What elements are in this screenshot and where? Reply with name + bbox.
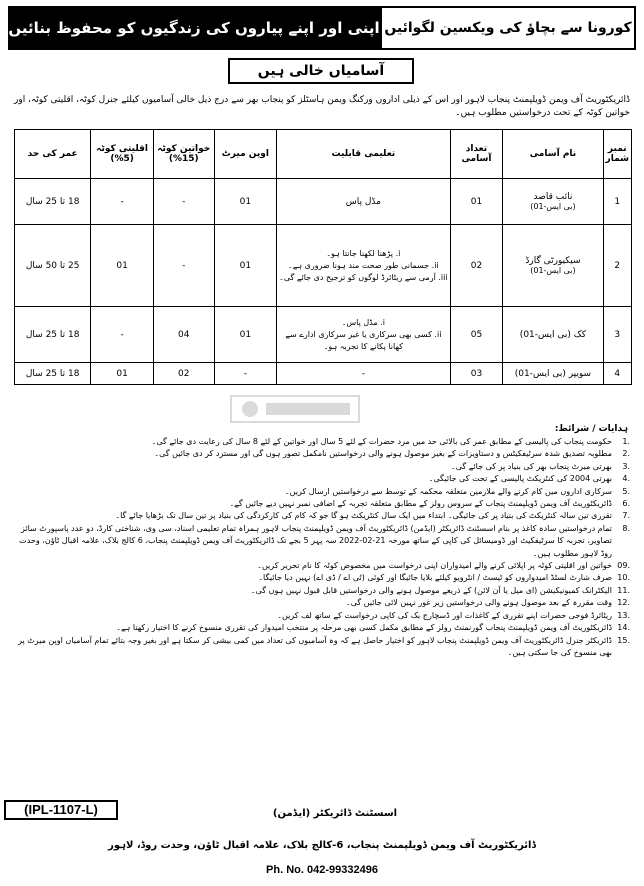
table-row bbox=[15, 179, 632, 225]
instruction-number: 2. bbox=[622, 449, 630, 459]
instruction-number: 1. bbox=[622, 437, 630, 446]
instruction-item bbox=[14, 610, 630, 622]
cell-age-limit: 25 تا 50 سال bbox=[15, 225, 91, 307]
table-row bbox=[15, 307, 632, 363]
header-age-limit: عمر کی حد bbox=[15, 130, 91, 179]
cell-post-count: 02 bbox=[450, 225, 503, 307]
post-name: کک (بی ایس-01) bbox=[519, 329, 587, 340]
instruction-text: ریٹائرڈ فوجی حضرات اپنے تقرری کے کاغذات اور ڈسچارج بک کی کاپی درخواست کے ساتھ لف کریں۔ bbox=[277, 610, 612, 620]
cell-open-merit: 01 bbox=[214, 225, 277, 307]
header-post-count: تعداد آسامی bbox=[450, 130, 503, 179]
instruction-item bbox=[14, 486, 630, 498]
instruction-number: 7. bbox=[622, 511, 630, 521]
qualification-line: i. مڈل پاس۔ bbox=[341, 317, 385, 327]
instruction-text: حکومت پنجاب کی پالیسی کے مطابق عمر کی بالائی حد میں مرد حضرات کے لئے 5 سال اور خواتین کے لئے 8 سال کی رعایت دی جائے گی۔ bbox=[151, 437, 612, 446]
cell-women-quota: - bbox=[153, 225, 214, 307]
cell-serial: 1 bbox=[603, 179, 631, 225]
instructions-list bbox=[14, 436, 630, 659]
instruction-item bbox=[14, 510, 630, 522]
instruction-number: 11. bbox=[617, 585, 630, 595]
instruction-item bbox=[14, 597, 630, 609]
table-row bbox=[15, 225, 632, 307]
instruction-number: 5. bbox=[622, 486, 630, 496]
header-serial: نمبر شمار bbox=[603, 130, 631, 179]
cell-minority-quota: 01 bbox=[91, 363, 154, 385]
header-open-merit: اوپن میرٹ bbox=[214, 130, 277, 179]
intro-paragraph: ڈائریکٹوریٹ آف ویمن ڈویلپمنٹ پنجاب لاہور اور اس کے ذیلی اداروں ورکنگ ویمن ہاسٹلز کو پنجاب بھر سے درج ذیل خالی آسامیوں کیلئے جنرل کوٹہ، اقلیتی کوٹہ، اور خواتین کوٹہ کے تحت درخواستیں مطلوب ہیں۔ bbox=[14, 95, 630, 118]
instruction-item bbox=[14, 572, 630, 584]
cell-women-quota: 04 bbox=[153, 307, 214, 363]
instruction-item bbox=[14, 448, 630, 460]
header-qualification: تعلیمی قابلیت bbox=[277, 130, 450, 179]
instruction-item bbox=[14, 498, 630, 510]
instruction-number: 8. bbox=[622, 523, 630, 533]
cell-open-merit: 01 bbox=[214, 307, 277, 363]
qualification-line: iii. آرمی سے ریٹائرڈ لوگوں کو ترجیح دی جائے گی۔ bbox=[279, 272, 448, 282]
post-name: سیکیورٹی گارڈ bbox=[525, 256, 581, 266]
office-address: ڈائریکٹوریٹ آف ویمن ڈویلپمنٹ پنجاب، 6-کالج بلاک، علامہ اقبال ٹاؤن، وحدت روڈ، لاہور bbox=[108, 840, 536, 851]
instruction-number: 14. bbox=[617, 623, 630, 633]
covid-banner bbox=[8, 6, 636, 50]
instruction-text: بھرتی 2004 کی کنٹریکٹ پالیسی کے تحت کی جائیگی۔ bbox=[428, 474, 612, 484]
instruction-item bbox=[14, 436, 630, 448]
cell-qualification bbox=[277, 225, 450, 307]
cell-serial: 2 bbox=[603, 225, 631, 307]
cell-minority-quota: 01 bbox=[91, 225, 154, 307]
post-name: سویپر (بی ایس-01) bbox=[514, 368, 592, 379]
instruction-text: ڈائریکٹر جنرل ڈائریکٹوریٹ آف ویمن ڈویلپمنٹ پنجاب لاہور کو اختیار حاصل ہے کہ وہ آسامیوں کی تعداد میں کمی بیشی کر سکتا ہے اور بغیر وجہ بتائے تمام آسامیاں اوپن میرٹ پر بھی منسوخ کی جا سکتی ہیں۔ bbox=[18, 635, 612, 657]
cell-post-name bbox=[503, 307, 603, 363]
instruction-text: تمام درخواستیں سادہ کاغذ پر بنام اسسٹنٹ ڈائریکٹر (ایڈمن) ڈائریکٹوریٹ آف ویمن ڈویلپمنٹ پنجاب لاہور ہمراہ تمام تعلیمی اسناد، سی وی، شناختی کارڈ، دو عدد پاسپورٹ سائز تصاویر، تجربہ کا سرٹیفکیٹ اور ڈومیسائل کی کاپی کے ساتھ مورخہ 21-02-2022 سہ پہر 5 بجے تک ڈائریکٹوریٹ آف ویمن ڈویلپمنٹ پنجاب، 6 کالج بلاک، علامہ اقبال ٹاؤن، وحدت روڈ لاہور مطلوب ہیں۔ bbox=[19, 523, 612, 558]
instruction-text: ڈائریکٹوریٹ آف ویمن ڈویلپمنٹ پنجاب کے سروس رولز کے مطابق متعلقہ تجربہ کے اضافی نمبر نہیں دیے جائیں گے۔ bbox=[229, 499, 612, 509]
phone-number: Ph. No. 042-99332496 bbox=[266, 864, 378, 876]
instruction-number: 4. bbox=[622, 474, 630, 484]
instruction-text: وقت مقررہ کے بعد موصول ہونے والی درخواستیں زیر غور نہیں لائی جائیں گی۔ bbox=[346, 598, 612, 608]
table-header-row bbox=[15, 130, 632, 179]
cell-minority-quota: - bbox=[91, 179, 154, 225]
watermark-logo bbox=[230, 395, 360, 423]
cell-qualification: - bbox=[277, 363, 450, 385]
header-post-name: نام آسامی bbox=[503, 130, 603, 179]
cell-open-merit: 01 bbox=[214, 179, 277, 225]
cell-women-quota: 02 bbox=[153, 363, 214, 385]
instruction-text: مطلوبہ تصدیق شدہ سرٹیفکیٹس و دستاویزات کے بغیر موصول ہونے والی درخواستیں نامکمل تصور ہوں گی اور مسترد کر دی جائیں گی۔ bbox=[154, 449, 612, 459]
cell-minority-quota: - bbox=[91, 307, 154, 363]
qualification-line: i. پڑھنا لکھنا جانتا ہو۔ bbox=[326, 248, 401, 258]
cell-post-count: 03 bbox=[450, 363, 503, 385]
cell-post-name bbox=[503, 179, 603, 225]
post-grade: (بی ایس-01) bbox=[530, 202, 576, 211]
instruction-number: 09. bbox=[617, 561, 630, 571]
instruction-item bbox=[14, 635, 630, 660]
instruction-text: صرف شارٹ لسٹڈ امیدواروں کو ٹیسٹ / انٹرویو کیلئے بلایا جائیگا اور کوئی (ٹی اے / ڈی اے) نہیں دیا جائیگا۔ bbox=[258, 573, 612, 583]
instruction-number: 12. bbox=[617, 598, 630, 608]
post-grade: (بی ایس-01) bbox=[530, 266, 576, 275]
cell-age-limit: 18 تا 25 سال bbox=[15, 179, 91, 225]
instruction-item bbox=[14, 523, 630, 560]
signature-title: اسسٹنٹ ڈائریکٹر (ایڈمن) bbox=[272, 808, 398, 819]
header-minority-quota: اقلیتی کوٹہ (5%) bbox=[91, 130, 154, 179]
instruction-text: بھرتی میرٹ پنجاب بھر کی بنیاد پر کی جائے گی۔ bbox=[451, 461, 612, 471]
banner-right-text: کورونا سے بچاؤ کی ویکسین لگوائیں bbox=[380, 6, 636, 50]
instruction-text: خواتین اور اقلیتی کوٹہ پر اپلائی کرنے والے امیدواران اپنی درخواست میں مخصوص کوٹہ کا نام تحریر کریں۔ bbox=[257, 561, 612, 571]
instruction-text: الیکٹرانک کمیونیکیشن (ای میل یا آن لائن) کے ذریعے موصول ہونے والی درخواستیں قابل قبول نہیں ہوں گی۔ bbox=[250, 585, 612, 595]
qualification-line: ii. جسمانی طور صحت مند ہونا ضروری ہے۔ bbox=[288, 260, 439, 270]
cell-qualification bbox=[277, 307, 450, 363]
cell-post-name bbox=[503, 225, 603, 307]
instruction-number: 10. bbox=[617, 573, 630, 583]
vacancy-table bbox=[14, 129, 632, 385]
table-row bbox=[15, 363, 632, 385]
instructions-heading: ہدایات / شرائط: bbox=[554, 424, 628, 434]
instruction-item bbox=[14, 622, 630, 634]
cell-serial: 3 bbox=[603, 307, 631, 363]
instruction-item bbox=[14, 461, 630, 473]
cell-open-merit: - bbox=[214, 363, 277, 385]
instruction-text: سرکاری اداروں میں کام کرنے والے ملازمین متعلقہ محکمہ کے توسط سے درخواستیں ارسال کریں۔ bbox=[284, 486, 612, 496]
instruction-number: 3. bbox=[622, 461, 630, 471]
qualification-line: ii. کسی بھی سرکاری یا غیر سرکاری ادارے سے bbox=[285, 329, 442, 339]
cell-post-count: 05 bbox=[450, 307, 503, 363]
cell-women-quota: - bbox=[153, 179, 214, 225]
qualification-line: کھانا پکانے کا تجربہ ہو۔ bbox=[323, 341, 403, 351]
cell-post-name bbox=[503, 363, 603, 385]
instruction-item bbox=[14, 560, 630, 572]
ipl-reference: (IPL-1107-L) bbox=[4, 800, 118, 820]
header-women-quota: خواتین کوٹہ (15%) bbox=[153, 130, 214, 179]
cell-qualification: مڈل پاس bbox=[277, 179, 450, 225]
instruction-text: ڈائریکٹوریٹ آف ویمن ڈویلپمنٹ پنجاب گورنمنٹ رولز کے مطابق مکمل کسی بھی مرحلہ پر منتخب امیدوار کی تقرری منسوخ کرنے کا اختیار رکھتا ہے۔ bbox=[116, 623, 612, 633]
instruction-number: 15. bbox=[617, 635, 630, 645]
banner-left-text: اپنی اور اپنے پیاروں کی زندگیوں کو محفوظ بنائیں bbox=[8, 6, 380, 50]
instruction-item bbox=[14, 585, 630, 597]
cell-age-limit: 18 تا 25 سال bbox=[15, 363, 91, 385]
instruction-number: 6. bbox=[622, 499, 630, 509]
cell-serial: 4 bbox=[603, 363, 631, 385]
post-name: نائب قاصد bbox=[533, 192, 573, 202]
instruction-number: 13. bbox=[617, 610, 630, 620]
page-title: آسامیاں خالی ہیں bbox=[228, 58, 414, 84]
cell-age-limit: 18 تا 25 سال bbox=[15, 307, 91, 363]
instruction-item bbox=[14, 473, 630, 485]
cell-post-count: 01 bbox=[450, 179, 503, 225]
instruction-text: تقرری تین سالہ کنٹریکٹ کی بنیاد پر کی جائیگی۔ ابتداء میں ایک سال کنٹریکٹ ہو گا جو کہ کام کی کارکردگی کی بنیاد پر تین سال تک بڑھایا جائے گا۔ bbox=[115, 511, 612, 521]
